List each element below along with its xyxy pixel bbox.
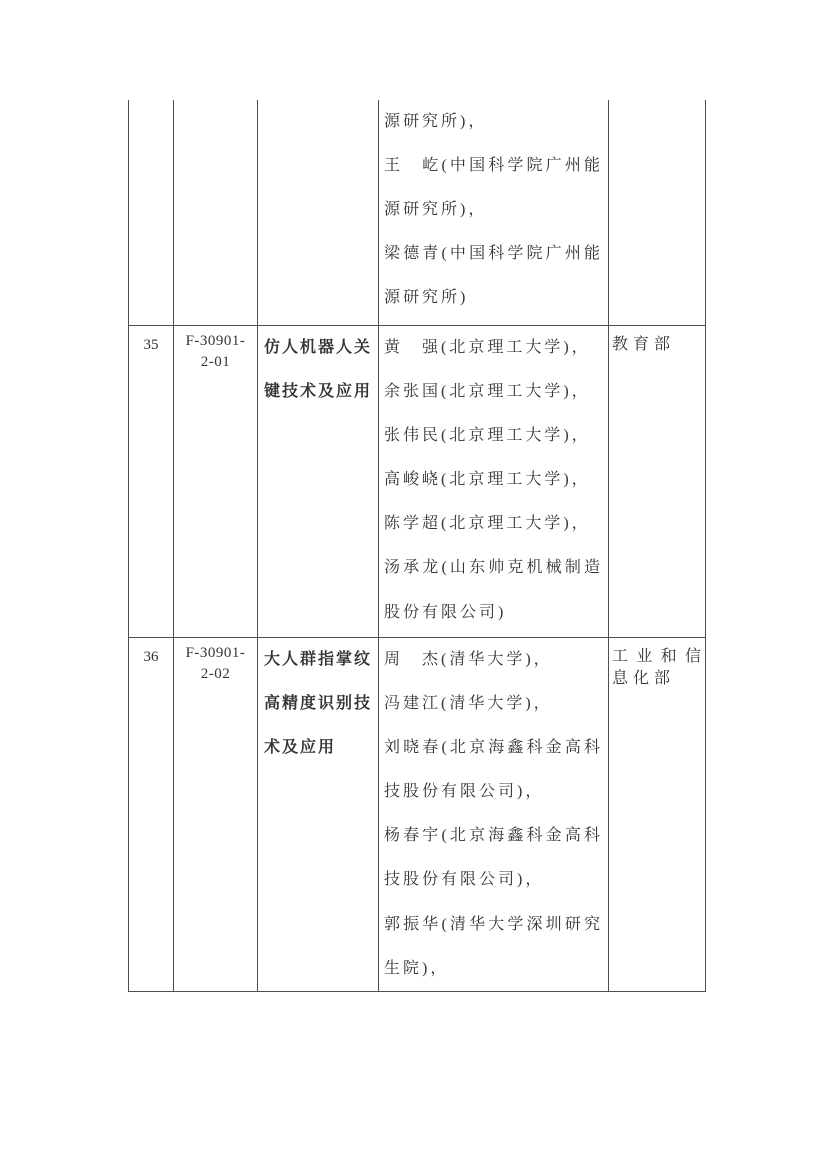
awardee-line: 高峻峣(北京理工大学)， [384, 471, 591, 489]
awardee-line: 张伟民(北京理工大学)， [384, 427, 591, 445]
awardee-line: 技股份有限公司)， [384, 871, 545, 889]
awardees-cell [378, 100, 608, 325]
department-line: 息化部 [612, 670, 676, 687]
serial-number: 36 [143, 649, 159, 665]
awardee-line: 冯建江(清华大学)， [384, 695, 553, 713]
table-row-continued [128, 100, 706, 325]
awardee-line: 股份有限公司) [384, 603, 507, 621]
title-line: 键技术及应用 [264, 383, 373, 401]
code-cell [173, 100, 257, 325]
awardee-line: 周 杰(清华大学)， [384, 651, 553, 668]
department-cell [608, 326, 706, 637]
title-line: 仿人机器人关 [264, 339, 373, 356]
awardee-line: 王 屹(中国科学院广州能 [384, 157, 603, 175]
awardee-line: 汤承龙(山东帅克机械制造 [384, 559, 603, 577]
table-row-35 [128, 325, 706, 637]
awardee-line: 源研究所)， [384, 113, 488, 130]
serial-number: 35 [143, 337, 159, 353]
awardee-line: 杨春宇(北京海鑫科金高科 [384, 827, 603, 845]
department-line: 工业和信 [612, 648, 701, 665]
project-title-cell [257, 100, 378, 325]
awardees-cell [378, 326, 608, 637]
title-line: 高精度识别技 [264, 695, 373, 713]
awardee-line: 余张国(北京理工大学)， [384, 383, 591, 401]
awardee-line: 源研究所) [384, 289, 469, 307]
awardee-line: 源研究所)， [384, 201, 488, 219]
code-line: 2-02 [200, 666, 231, 682]
serial-cell [128, 326, 173, 637]
table-row-36 [128, 637, 706, 991]
awardee-line: 刘晓春(北京海鑫科金高科 [384, 739, 603, 757]
title-line: 大人群指掌纹 [264, 651, 373, 668]
department-line: 教育部 [612, 336, 676, 353]
title-line: 术及应用 [264, 739, 337, 757]
code-line: F-30901- [185, 333, 246, 349]
project-title-cell [257, 326, 378, 637]
awardee-line: 郭振华(清华大学深圳研究 [384, 915, 603, 933]
awardees-cell [378, 638, 608, 991]
code-line: 2-01 [200, 354, 231, 370]
awardee-line: 技股份有限公司)， [384, 783, 545, 801]
project-title-cell [257, 638, 378, 991]
code-cell [173, 326, 257, 637]
code-cell [173, 638, 257, 991]
serial-cell [128, 638, 173, 991]
awardee-line: 黄 强(北京理工大学)， [384, 339, 591, 356]
code-line: F-30901- [185, 645, 246, 661]
department-cell [608, 100, 706, 325]
awardee-line: 陈学超(北京理工大学)， [384, 515, 591, 533]
awards-table [128, 100, 706, 992]
awardee-line: 生院)， [384, 959, 450, 977]
serial-cell [128, 100, 173, 325]
awardee-line: 梁德青(中国科学院广州能 [384, 245, 603, 263]
department-cell [608, 638, 706, 991]
